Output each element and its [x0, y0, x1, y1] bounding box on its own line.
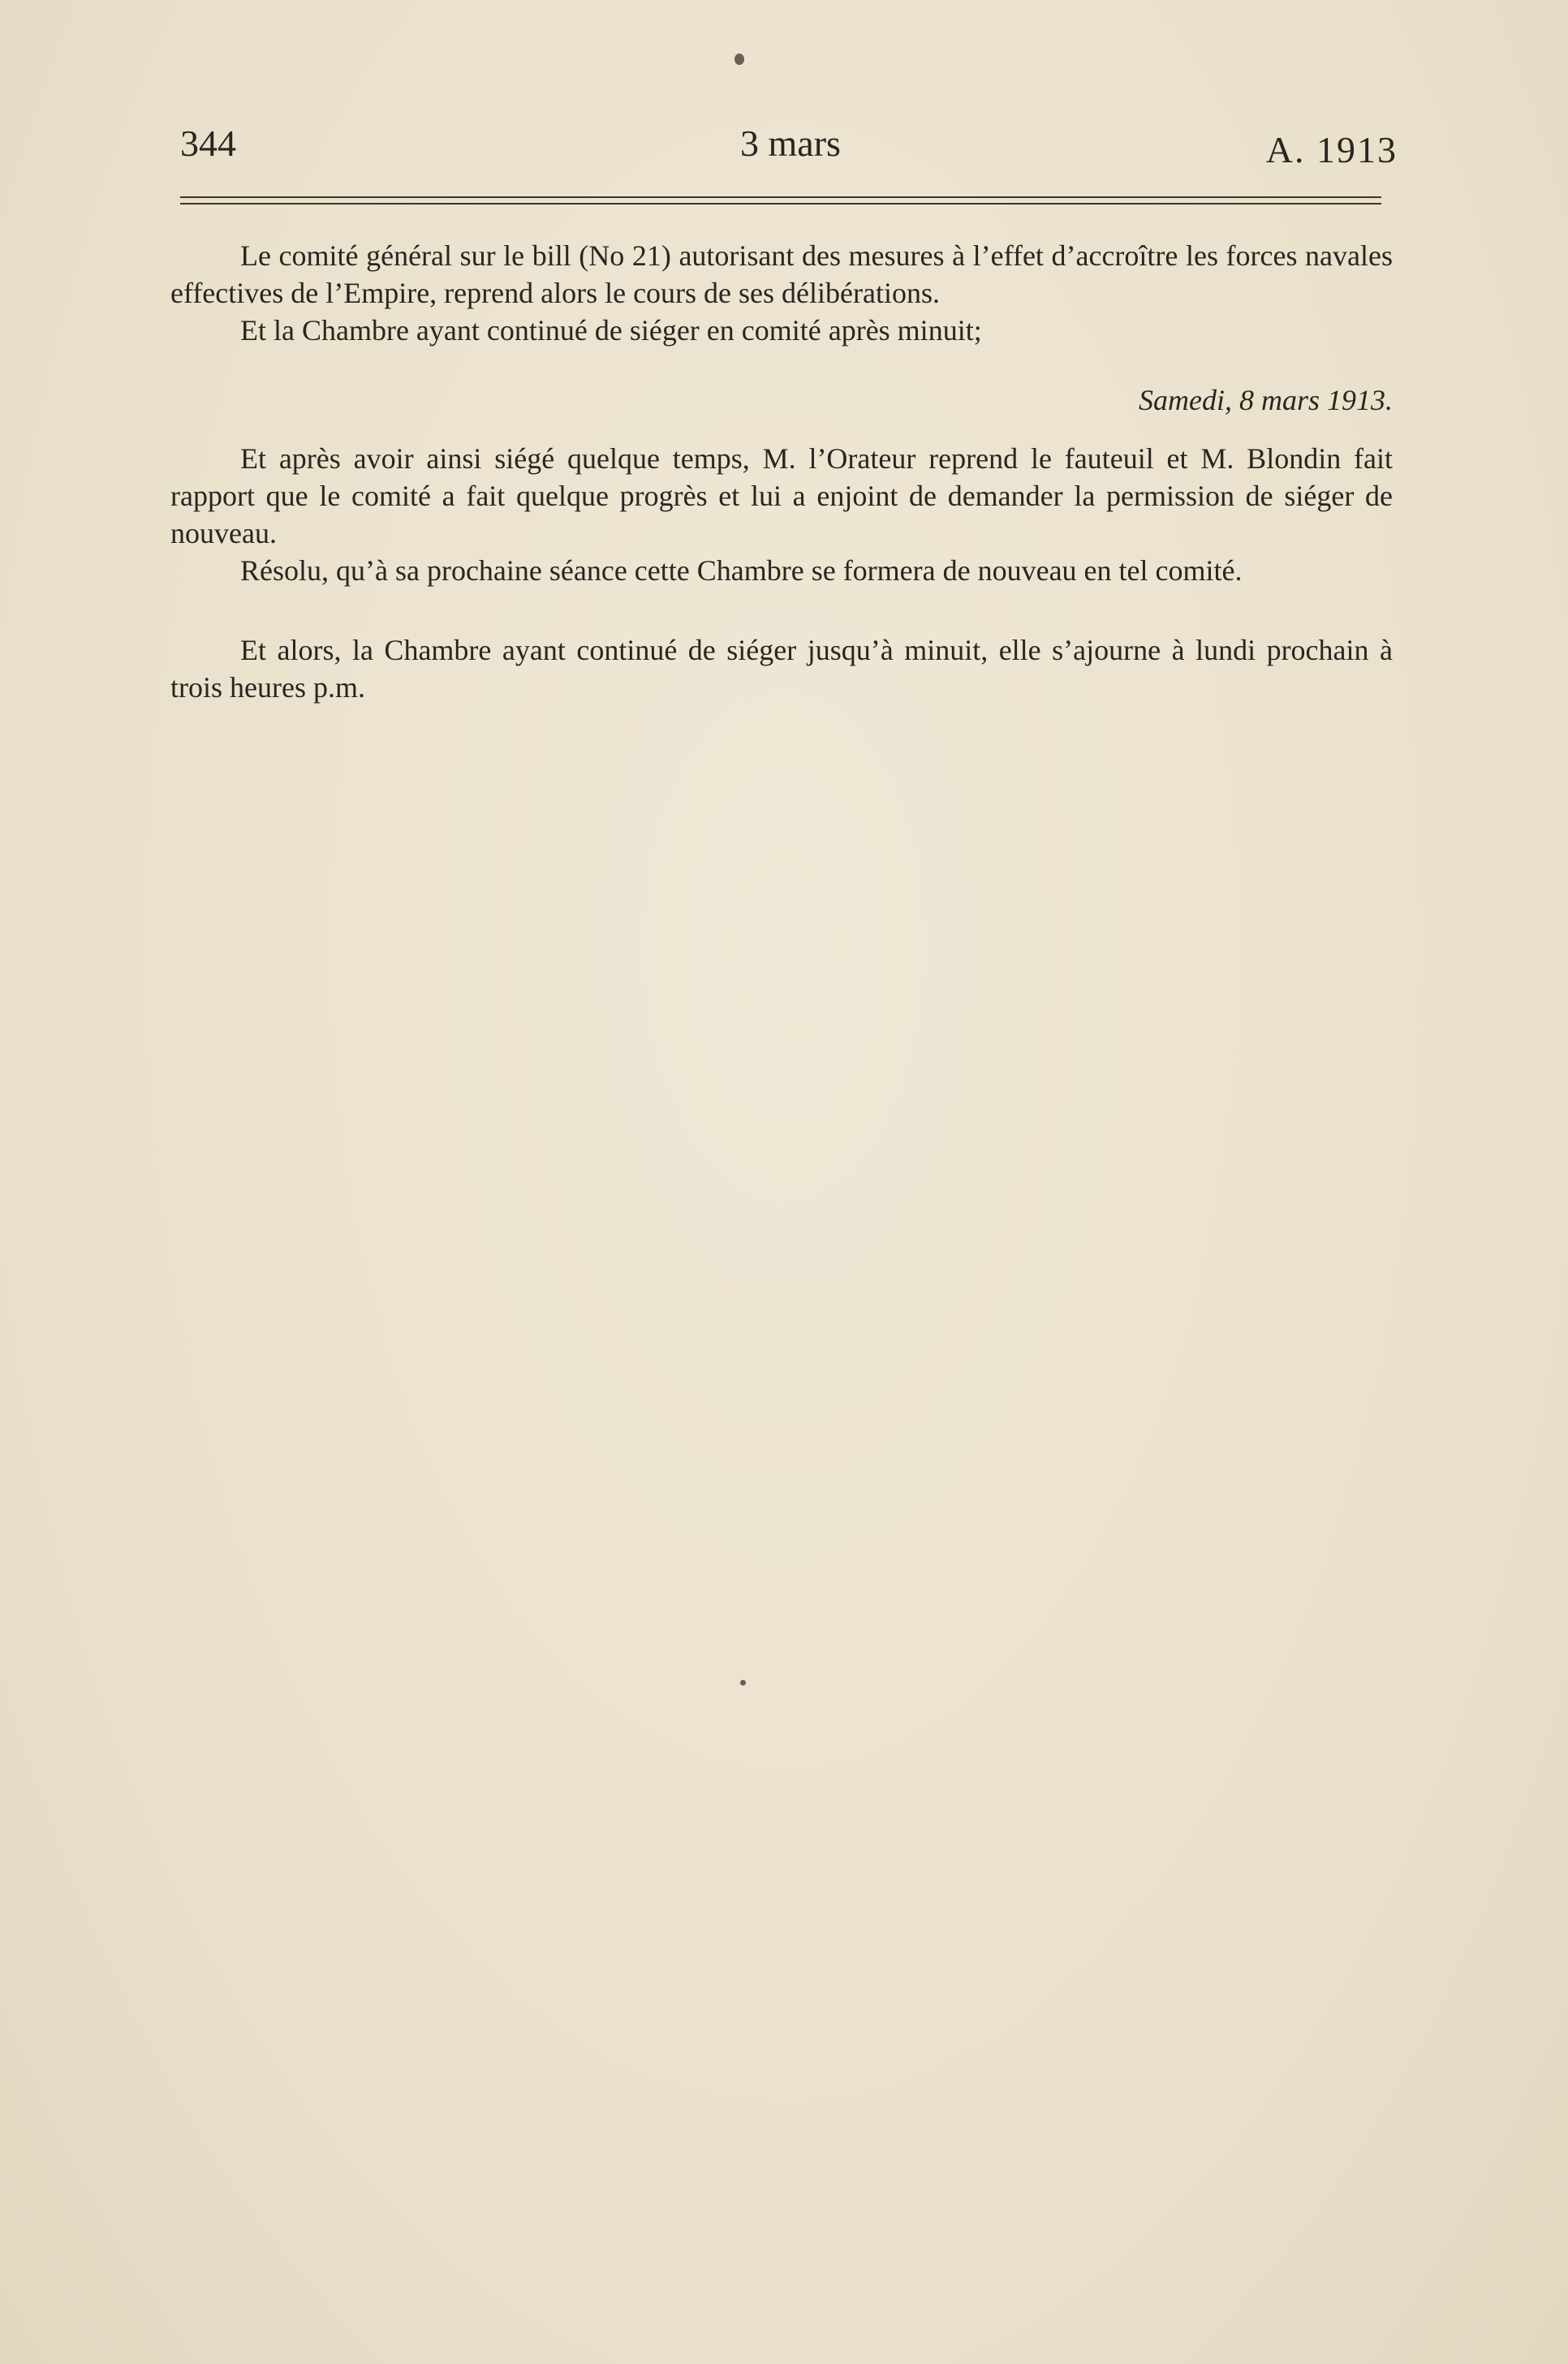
ink-dot	[734, 54, 744, 65]
paragraph: Et la Chambre ayant continué de siéger en comité après minuit;	[240, 314, 982, 347]
paragraph: Résolu, qu’à sa prochaine séance cette Chambre se formera de nouveau en tel comité.	[240, 554, 1243, 587]
dateline: Samedi, 8 mars 1913.	[1139, 384, 1393, 416]
document-body	[170, 237, 1393, 706]
header-rule-bottom	[180, 203, 1381, 205]
paragraph: Et après avoir ainsi siégé quelque temps, M. l’Orateur reprend le fauteuil et M. Blondin fait rapport que le comité a fait quelque progrès et lui a enjoint de demander la permission de siéger de nouveau.	[170, 442, 1393, 549]
ink-dot	[740, 1680, 746, 1686]
paragraph: Et alors, la Chambre ayant continué de siéger jusqu’à minuit, elle s’ajourne à lundi prochain à trois heures p.m.	[170, 634, 1393, 704]
header-date: 3 mars	[740, 123, 841, 164]
page-header	[180, 122, 1398, 170]
paragraph: Le comité général sur le bill (No 21) autorisant des mesures à l’effet d’accroître les forces navales effectives de l’Empire, reprend alors le cours de ses délibérations.	[170, 239, 1393, 309]
header-rule-top	[180, 196, 1381, 198]
header-year: A. 1913	[1265, 129, 1398, 170]
page-number: 344	[180, 123, 236, 164]
